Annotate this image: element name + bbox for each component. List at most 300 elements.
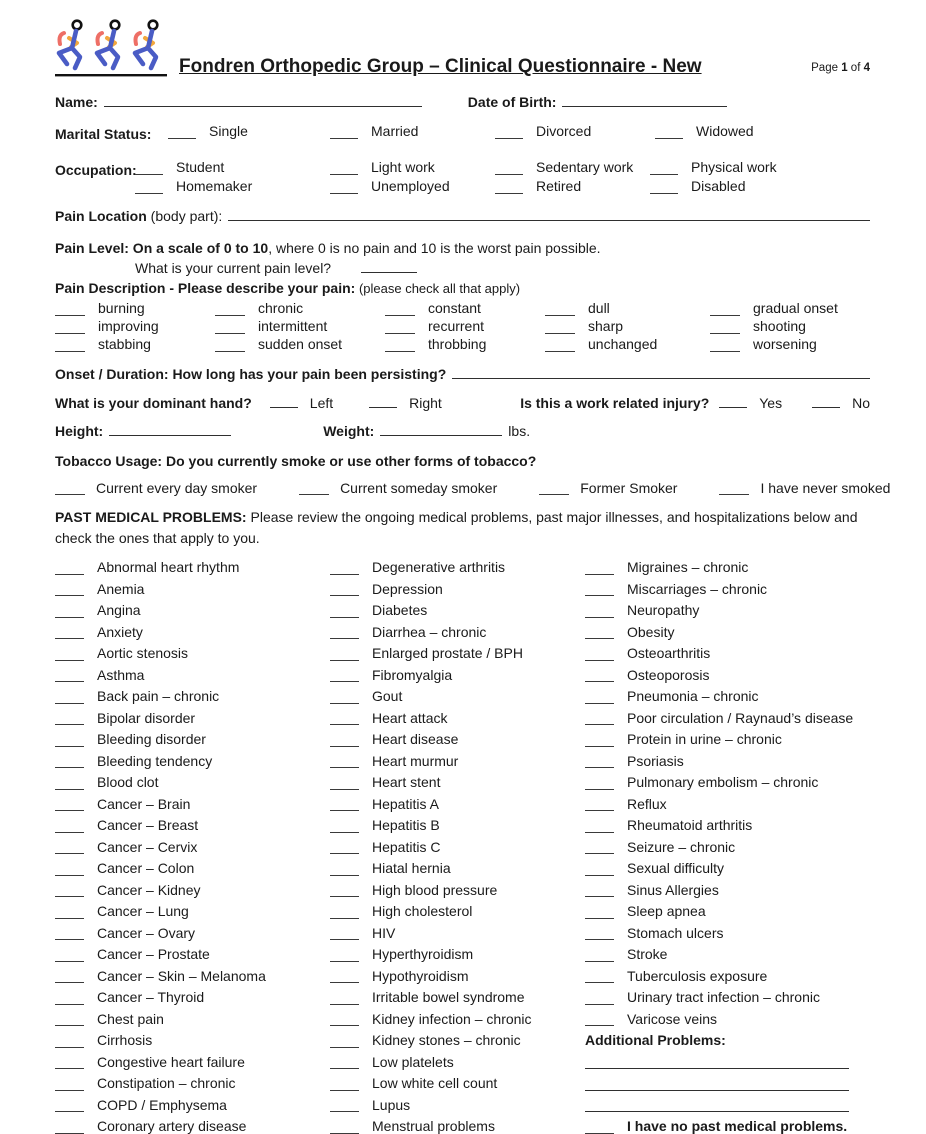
medical-item [585, 790, 870, 812]
checkbox-blank[interactable] [270, 405, 298, 408]
checkbox-blank[interactable] [330, 1034, 359, 1048]
medical-item-label: Miscarriages – chronic [627, 580, 768, 597]
medical-item-label: Sleep apnea [627, 903, 706, 920]
marital-option [495, 124, 655, 139]
checkbox-blank[interactable] [585, 561, 614, 575]
pain-description-option [545, 298, 710, 316]
checkbox-blank[interactable] [585, 926, 614, 940]
medical-item [585, 919, 870, 941]
checkbox-blank[interactable] [385, 339, 415, 352]
pain-description-option-label: gradual onset [753, 300, 838, 316]
medical-item-label: Cancer – Prostate [97, 946, 210, 963]
checkbox-blank[interactable] [168, 126, 196, 139]
checkbox-blank[interactable] [55, 733, 84, 747]
tobacco-section [55, 452, 891, 496]
checkbox-blank[interactable] [650, 162, 678, 175]
checkbox-blank[interactable] [55, 969, 84, 983]
medical-item [330, 940, 585, 962]
medical-item [55, 919, 330, 941]
tobacco-option [299, 481, 497, 496]
medical-item [585, 553, 870, 575]
occupation-option [330, 175, 495, 194]
pain-description-option-label: sharp [588, 318, 624, 334]
checkbox-blank[interactable] [55, 1012, 84, 1026]
medical-item-label: Abnormal heart rhythm [97, 559, 240, 576]
checkbox-blank[interactable] [330, 582, 359, 596]
pain-description-option [385, 298, 545, 316]
no-option-label: No [852, 394, 870, 411]
medical-item-label: Reflux [627, 795, 667, 812]
checkbox-blank[interactable] [55, 1055, 84, 1069]
pain-location-row [55, 208, 870, 224]
medical-item-label: Back pain – chronic [97, 688, 220, 705]
checkbox-blank[interactable] [55, 1098, 84, 1112]
medical-item-label: Congestive heart failure [97, 1053, 245, 1070]
checkbox-blank[interactable] [330, 754, 359, 768]
pain-description-option [55, 334, 215, 352]
medical-column-2 [330, 553, 585, 1134]
medical-item [330, 596, 585, 618]
occupation-option [495, 156, 650, 175]
checkbox-blank[interactable] [650, 181, 678, 194]
medical-item-label: Heart attack [372, 709, 448, 726]
checkbox-blank[interactable] [330, 840, 359, 854]
medical-item [55, 1026, 330, 1048]
checkbox-blank[interactable] [385, 321, 415, 334]
checkbox-blank[interactable] [330, 561, 359, 575]
pain-location-field[interactable] [228, 220, 870, 221]
additional-problems-label: Additional Problems: [585, 1031, 726, 1048]
checkbox-blank[interactable] [215, 339, 245, 352]
medical-item-label: Constipation – chronic [97, 1075, 236, 1092]
marital-status-row [55, 124, 870, 142]
yes-option-label: Yes [759, 394, 783, 411]
medical-item-label: Cancer – Brain [97, 795, 191, 812]
checkbox-blank[interactable] [55, 797, 84, 811]
pain-description-option-label: sudden onset [258, 336, 343, 352]
dominant-hand-row [55, 395, 870, 411]
checkbox-blank[interactable] [55, 561, 84, 575]
medical-item [330, 1069, 585, 1091]
medical-item [585, 940, 870, 962]
checkbox-blank[interactable] [585, 690, 614, 704]
pain-description-option [385, 334, 545, 352]
checkbox-blank[interactable] [55, 862, 84, 876]
checkbox-blank[interactable] [55, 321, 85, 334]
occupation-option [650, 156, 870, 175]
checkbox-blank[interactable] [55, 582, 84, 596]
checkbox-blank[interactable] [55, 905, 84, 919]
checkbox-blank[interactable] [55, 647, 84, 661]
medical-item [585, 768, 870, 790]
occupation-option-label: Disabled [691, 178, 746, 194]
medical-item [585, 661, 870, 683]
checkbox-blank[interactable] [585, 991, 614, 1005]
medical-item-label: Heart stent [372, 774, 441, 791]
checkbox-blank[interactable] [585, 733, 614, 747]
checkbox-blank[interactable] [330, 1012, 359, 1026]
medical-item-label: Bleeding tendency [97, 752, 213, 769]
occupation-option-label: Light work [371, 159, 435, 175]
medical-item-label: Hepatitis A [372, 795, 439, 812]
pain-description-section [55, 280, 870, 352]
checkbox-blank[interactable] [655, 126, 683, 139]
medical-item [585, 639, 870, 661]
checkbox-blank[interactable] [585, 582, 614, 596]
marital-option-label: Widowed [696, 123, 754, 139]
checkbox-blank[interactable] [585, 647, 614, 661]
medical-item-label: High cholesterol [372, 903, 473, 920]
checkbox-blank[interactable] [55, 604, 84, 618]
medical-item [330, 897, 585, 919]
medical-item-label: Osteoarthritis [627, 645, 711, 662]
medical-item [55, 639, 330, 661]
page-indicator [811, 62, 870, 74]
checkbox-blank[interactable] [135, 181, 163, 194]
weight-field[interactable] [380, 433, 502, 436]
checkbox-blank[interactable] [495, 162, 523, 175]
dob-field[interactable] [562, 104, 727, 107]
medical-item-label: Irritable bowel syndrome [372, 989, 525, 1006]
checkbox-blank[interactable] [330, 1077, 359, 1091]
additional-problems-row [585, 1091, 870, 1113]
onset-duration-field[interactable] [452, 378, 870, 379]
checkbox-blank[interactable] [330, 126, 358, 139]
weight-label: Weight: [323, 422, 375, 439]
medical-item [330, 1048, 585, 1070]
checkbox-blank[interactable] [55, 339, 85, 352]
checkbox-blank[interactable] [330, 604, 359, 618]
medical-item-label: Gout [372, 688, 403, 705]
medical-item-label: Varicose veins [627, 1010, 718, 1027]
checkbox-blank[interactable] [369, 405, 397, 408]
medical-item-label: Urinary tract infection – chronic [627, 989, 820, 1006]
medical-item [55, 1069, 330, 1091]
checkbox-blank[interactable] [330, 883, 359, 897]
marital-option-label: Single [209, 123, 248, 139]
checkbox-blank[interactable] [585, 797, 614, 811]
name-field[interactable] [104, 104, 422, 107]
medical-item-label: Kidney stones – chronic [372, 1032, 521, 1049]
pain-description-option [710, 316, 870, 334]
checkbox-blank[interactable] [585, 625, 614, 639]
medical-item-label: Cancer – Kidney [97, 881, 201, 898]
checkbox-blank[interactable] [55, 948, 84, 962]
pain-description-option [55, 298, 215, 316]
checkbox-blank[interactable] [330, 776, 359, 790]
medical-item-label: Cancer – Skin – Melanoma [97, 967, 266, 984]
medical-item [330, 1005, 585, 1027]
tobacco-option [539, 481, 677, 496]
medical-item-label: Hepatitis B [372, 817, 440, 834]
checkbox-blank[interactable] [585, 948, 614, 962]
medical-item [330, 768, 585, 790]
medical-item [55, 1005, 330, 1027]
checkbox-blank[interactable] [55, 1034, 84, 1048]
medical-item [55, 661, 330, 683]
checkbox-blank[interactable] [495, 181, 523, 194]
height-field[interactable] [109, 433, 231, 436]
checkbox-blank[interactable] [585, 604, 614, 618]
medical-item [585, 596, 870, 618]
medical-item [330, 639, 585, 661]
medical-item-label: Low white cell count [372, 1075, 498, 1092]
checkbox-blank[interactable] [215, 321, 245, 334]
no-past-problems-label: I have no past medical problems. [627, 1118, 848, 1134]
checkbox-blank[interactable] [585, 862, 614, 876]
pain-description-heading [55, 280, 870, 296]
checkbox-blank[interactable] [330, 926, 359, 940]
checkbox-blank[interactable] [55, 303, 85, 316]
medical-item-label: Hyperthyroidism [372, 946, 474, 963]
tobacco-options [55, 479, 891, 496]
pain-description-option-label: recurrent [428, 318, 485, 334]
medical-item-label: Cancer – Lung [97, 903, 189, 920]
medical-item [330, 811, 585, 833]
medical-item [330, 618, 585, 640]
page-title: Fondren Orthopedic Group – Clinical Questionnaire - New [179, 56, 702, 77]
pain-description-option [545, 334, 710, 352]
height-weight-row [55, 423, 870, 439]
checkbox-blank[interactable] [330, 1098, 359, 1112]
tobacco-option [719, 481, 890, 496]
tobacco-option-label: I have never smoked [760, 479, 891, 496]
medical-item-label: Hepatitis C [372, 838, 441, 855]
medical-item-label: Bipolar disorder [97, 709, 196, 726]
medical-item [55, 768, 330, 790]
checkbox-blank[interactable] [330, 948, 359, 962]
medical-item [330, 682, 585, 704]
current-pain-level-field[interactable] [361, 270, 417, 273]
medical-item [330, 1112, 585, 1134]
current-pain-level-row [55, 260, 870, 276]
checkbox-blank[interactable] [330, 711, 359, 725]
checkbox-blank[interactable] [330, 733, 359, 747]
pain-description-option-label: throbbing [428, 336, 487, 352]
checkbox-blank[interactable] [585, 819, 614, 833]
medical-item [55, 553, 330, 575]
additional-problems-row [585, 1048, 870, 1070]
medical-item [330, 962, 585, 984]
weight-unit-label: lbs. [508, 422, 531, 439]
checkbox-blank[interactable] [719, 405, 747, 408]
medical-item [55, 962, 330, 984]
checkbox-blank[interactable] [55, 819, 84, 833]
medical-item [585, 983, 870, 1005]
checkbox-blank[interactable] [719, 482, 749, 495]
checkbox-blank[interactable] [55, 883, 84, 897]
additional-problems-row [585, 1069, 870, 1091]
occupation-option-label: Homemaker [176, 178, 253, 194]
medical-item [330, 704, 585, 726]
checkbox-blank[interactable] [545, 339, 575, 352]
checkbox-blank[interactable] [585, 840, 614, 854]
checkbox-blank[interactable] [585, 1120, 614, 1134]
medical-item-label: Migraines – chronic [627, 559, 749, 576]
medical-item-label: Kidney infection – chronic [372, 1010, 532, 1027]
pain-description-option-label: dull [588, 300, 610, 316]
checkbox-blank[interactable] [330, 668, 359, 682]
checkbox-blank[interactable] [710, 321, 740, 334]
name-dob-row [55, 94, 870, 110]
checkbox-blank[interactable] [135, 162, 163, 175]
checkbox-blank[interactable] [585, 969, 614, 983]
checkbox-blank[interactable] [330, 905, 359, 919]
medical-item-label: COPD / Emphysema [97, 1096, 227, 1113]
checkbox-blank[interactable] [215, 303, 245, 316]
checkbox-blank[interactable] [585, 1012, 614, 1026]
checkbox-blank[interactable] [55, 776, 84, 790]
medical-item-label: Heart disease [372, 731, 459, 748]
checkbox-blank[interactable] [585, 668, 614, 682]
medical-item-label: Heart murmur [372, 752, 459, 769]
checkbox-blank[interactable] [330, 647, 359, 661]
pain-description-label: Pain Description - Please describe your pain: [55, 279, 356, 296]
medical-item-label: Seizure – chronic [627, 838, 736, 855]
medical-item [55, 1048, 330, 1070]
checkbox-blank[interactable] [299, 482, 329, 495]
medical-item [330, 575, 585, 597]
medical-item [55, 725, 330, 747]
medical-item-label: Angina [97, 602, 141, 619]
tobacco-option [55, 481, 257, 496]
medical-item-label: Stroke [627, 946, 668, 963]
medical-item-label: Pneumonia – chronic [627, 688, 759, 705]
no-past-problems-row [585, 1112, 870, 1134]
pain-location-label: Pain Location [55, 207, 147, 224]
medical-item-label: Cancer – Thyroid [97, 989, 205, 1006]
checkbox-blank[interactable] [330, 162, 358, 175]
checkbox-blank[interactable] [585, 883, 614, 897]
medical-column-1 [55, 553, 330, 1134]
checkbox-blank[interactable] [55, 926, 84, 940]
right-option-label: Right [409, 394, 442, 411]
page-of: of [850, 62, 861, 74]
medical-item [55, 747, 330, 769]
checkbox-blank[interactable] [330, 1055, 359, 1069]
occupation-option-label: Physical work [691, 159, 777, 175]
pain-description-option [710, 334, 870, 352]
marital-option-label: Married [371, 123, 419, 139]
checkbox-blank[interactable] [55, 754, 84, 768]
medical-item-label: Bleeding disorder [97, 731, 206, 748]
medical-item [330, 833, 585, 855]
medical-item [585, 704, 870, 726]
pain-description-option [545, 316, 710, 334]
checkbox-blank[interactable] [55, 690, 84, 704]
pain-level-label: Pain Level: On a scale of 0 to 10 [55, 239, 269, 256]
checkbox-blank[interactable] [330, 819, 359, 833]
medical-item [330, 661, 585, 683]
occupation-row [55, 156, 870, 194]
dob-label: Date of Birth: [467, 94, 557, 110]
medical-item [585, 747, 870, 769]
occupation-option-label: Unemployed [371, 178, 450, 194]
checkbox-blank[interactable] [585, 711, 614, 725]
medical-item-label: Osteoporosis [627, 666, 710, 683]
checkbox-blank[interactable] [55, 668, 84, 682]
height-label: Height: [55, 422, 104, 439]
medical-item [330, 1091, 585, 1113]
checkbox-blank[interactable] [330, 991, 359, 1005]
current-pain-level-label: What is your current pain level? [135, 259, 332, 276]
runners-logo-icon [55, 16, 173, 80]
medical-column-3-list [585, 553, 870, 1026]
medical-item [55, 682, 330, 704]
medical-item-label: HIV [372, 924, 396, 941]
medical-item-label: Protein in urine – chronic [627, 731, 782, 748]
medical-item-label: Depression [372, 580, 443, 597]
medical-item [585, 618, 870, 640]
medical-item-label: Menstrual problems [372, 1118, 495, 1134]
onset-duration-row [55, 366, 870, 382]
occupation-option [495, 175, 650, 194]
checkbox-blank[interactable] [545, 303, 575, 316]
checkbox-blank[interactable] [710, 339, 740, 352]
pain-location-label-rest: (body part): [146, 207, 223, 224]
medical-item [55, 811, 330, 833]
checkbox-blank[interactable] [545, 321, 575, 334]
tobacco-option-label: Former Smoker [580, 479, 678, 496]
pain-description-option-label: chronic [258, 300, 304, 316]
checkbox-blank[interactable] [55, 840, 84, 854]
occupation-option [650, 175, 870, 194]
checkbox-blank[interactable] [585, 754, 614, 768]
checkbox-blank[interactable] [539, 482, 569, 495]
checkbox-blank[interactable] [330, 690, 359, 704]
checkbox-blank[interactable] [330, 1120, 359, 1134]
checkbox-blank[interactable] [585, 905, 614, 919]
marital-option [655, 124, 870, 139]
checkbox-blank[interactable] [495, 126, 523, 139]
checkbox-blank[interactable] [330, 181, 358, 194]
pain-description-options [55, 298, 870, 352]
checkbox-blank[interactable] [55, 625, 84, 639]
checkbox-blank[interactable] [55, 711, 84, 725]
medical-item [330, 747, 585, 769]
dominant-hand-label: What is your dominant hand? [55, 394, 252, 411]
checkbox-blank[interactable] [55, 991, 84, 1005]
tobacco-option-label: Current someday smoker [340, 479, 498, 496]
checkbox-blank[interactable] [330, 797, 359, 811]
pain-description-option [385, 316, 545, 334]
additional-problems-field[interactable] [585, 1078, 849, 1091]
medical-item [55, 596, 330, 618]
checkbox-blank[interactable] [55, 1120, 84, 1134]
additional-problems-field[interactable] [585, 1099, 849, 1112]
medical-item-label: Cancer – Ovary [97, 924, 196, 941]
checkbox-blank[interactable] [585, 776, 614, 790]
checkbox-blank[interactable] [812, 405, 840, 408]
medical-item [330, 876, 585, 898]
medical-item [55, 876, 330, 898]
additional-problems-field[interactable] [585, 1056, 849, 1069]
checkbox-blank[interactable] [330, 969, 359, 983]
checkbox-blank[interactable] [330, 862, 359, 876]
checkbox-blank[interactable] [55, 482, 85, 495]
occupation-option [135, 175, 330, 194]
medical-item [330, 854, 585, 876]
medical-item-label: Low platelets [372, 1053, 454, 1070]
pain-description-option-label: shooting [753, 318, 806, 334]
checkbox-blank[interactable] [330, 625, 359, 639]
marital-options [168, 124, 870, 139]
checkbox-blank[interactable] [710, 303, 740, 316]
medical-item [55, 1112, 330, 1134]
checkbox-blank[interactable] [385, 303, 415, 316]
checkbox-blank[interactable] [55, 1077, 84, 1091]
medical-item-label: Hiatal hernia [372, 860, 451, 877]
